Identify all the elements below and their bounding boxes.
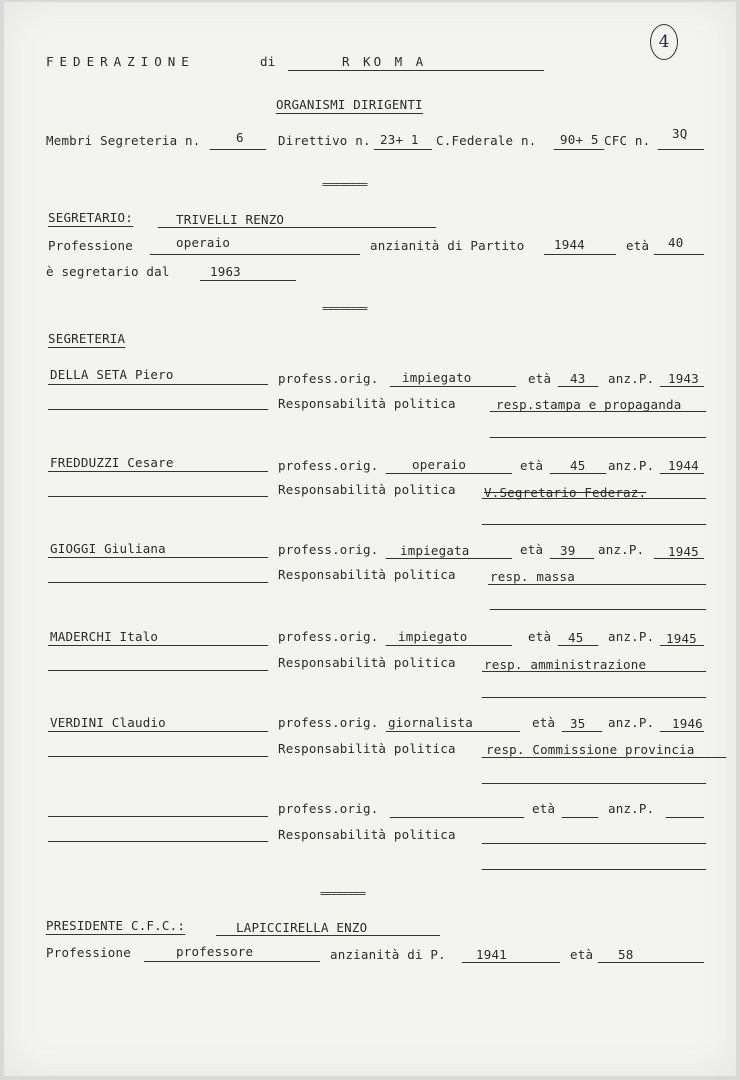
member-prof-label: profess.orig. (278, 458, 379, 473)
member-prof-label: profess.orig. (278, 542, 379, 557)
member-prof: operaio (412, 457, 467, 472)
member-blank-line (48, 409, 268, 410)
membri-value: 6 (236, 130, 244, 145)
member-name: DELLA SETA Piero (50, 367, 174, 382)
member-eta-line (550, 558, 594, 559)
member-eta-line (558, 645, 598, 646)
member-anz-line (660, 731, 704, 732)
member-resp-line-2 (490, 437, 706, 438)
member-prof-line (390, 386, 516, 387)
member-eta: 35 (570, 716, 586, 731)
member-name-line (48, 731, 268, 732)
member-prof-label: profess.orig. (278, 371, 379, 386)
direttivo-value: 23+ 1 (380, 132, 419, 147)
presidente-label: PRESIDENTE C.F.C.: (46, 918, 186, 933)
di-label: di (260, 54, 276, 69)
member-anz: 1945 (666, 631, 697, 646)
direttivo-label: Direttivo n. (278, 133, 371, 148)
presidente-eta-value: 58 (618, 947, 634, 962)
member-eta-label: età (528, 629, 552, 644)
member-resp-line (488, 584, 706, 585)
member-name: VERDINI Claudio (50, 715, 166, 730)
member-resp: resp. amministrazione (484, 657, 647, 672)
member-resp-line-2 (482, 524, 706, 525)
member-name-line (48, 645, 268, 646)
member-anz-label: anz.P. (598, 542, 645, 557)
member-eta-label: età (532, 715, 556, 730)
member-resp-label: Responsabilità politica (278, 482, 456, 497)
member-prof-line (386, 645, 512, 646)
member-prof-label: profess.orig. (278, 629, 379, 644)
member-resp-line (482, 757, 726, 758)
blank-anz-line (666, 817, 704, 818)
member-prof: impiegato (402, 370, 472, 385)
member-prof-line (386, 473, 512, 474)
dal-label: è segretario dal (46, 264, 170, 279)
separator-1: ======== (322, 178, 367, 191)
eta-label: età (626, 238, 650, 253)
federazione-label: FEDERAZIONE (46, 54, 195, 69)
segretario-name: TRIVELLI RENZO (176, 212, 285, 227)
blank-eta-label: età (532, 801, 556, 816)
blank-prof-label: profess.orig. (278, 801, 379, 816)
member-eta-line (550, 473, 606, 474)
presidente-professione-label: Professione (46, 945, 131, 960)
member-name-line (48, 471, 268, 472)
cfc-label: CFC n. (604, 133, 651, 148)
member-resp-line-2 (482, 697, 706, 698)
member-eta-line (562, 731, 602, 732)
city-line (288, 70, 544, 71)
dal-value: 1963 (210, 264, 241, 279)
member-name: FREDDUZZI Cesare (50, 455, 174, 470)
member-prof-label: profess.orig. (278, 715, 379, 730)
professione-line (150, 254, 360, 255)
member-eta: 45 (568, 630, 584, 645)
presidente-eta-line (598, 962, 704, 963)
eta-line (654, 254, 704, 255)
member-eta-label: età (528, 371, 552, 386)
member-anz: 1945 (668, 544, 699, 559)
separator-2: ======== (322, 302, 367, 315)
direttivo-line (374, 149, 432, 150)
professione-value: operaio (176, 235, 231, 250)
cfc-line (658, 149, 704, 150)
member-anz: 1943 (668, 371, 699, 386)
member-prof-line (386, 731, 520, 732)
member-anz-label: anz.P. (608, 458, 655, 473)
member-resp-label: Responsabilità politica (278, 655, 456, 670)
anzianita-line (544, 254, 616, 255)
organismi-title: ORGANISMI DIRIGENTI (276, 97, 423, 112)
presidente-anzianita-value: 1941 (476, 947, 507, 962)
member-name: GIOGGI Giuliana (50, 541, 166, 556)
professione-label: Professione (48, 238, 133, 253)
cfc-value: 3Q (672, 126, 688, 141)
member-anz-label: anz.P. (608, 715, 655, 730)
member-prof: impiegato (398, 629, 468, 644)
cfederale-label: C.Federale n. (436, 133, 537, 148)
presidente-professione-value: professore (176, 944, 254, 959)
member-resp: V.Segretario Federaz. (484, 485, 647, 500)
member-eta: 45 (570, 458, 586, 473)
dal-line (200, 280, 296, 281)
blank-eta-line (562, 817, 598, 818)
separator-3: ======== (320, 887, 365, 900)
blank-resp-label: Responsabilità politica (278, 827, 456, 842)
member-resp: resp. Commissione provincia (486, 742, 695, 757)
member-anz-line (660, 473, 704, 474)
member-anz: 1946 (672, 716, 703, 731)
segretario-name-line (158, 227, 436, 228)
member-eta-label: età (520, 542, 544, 557)
member-resp-label: Responsabilità politica (278, 396, 456, 411)
presidente-anzianita-label: anzianità di P. (330, 947, 446, 962)
member-eta: 43 (570, 371, 586, 386)
presidente-professione-line (144, 961, 320, 962)
member-resp-label: Responsabilità politica (278, 567, 456, 582)
cfederale-line (554, 149, 604, 150)
document-page (4, 2, 736, 1076)
member-eta-line (558, 386, 598, 387)
member-blank-line (48, 582, 268, 583)
membri-line (210, 149, 266, 150)
anzianita-label: anzianità di Partito (370, 238, 525, 253)
member-prof-line (386, 558, 512, 559)
member-prof: giornalista (388, 715, 473, 730)
member-resp: resp. massa (490, 569, 575, 584)
member-resp-line-2 (490, 609, 706, 610)
member-eta: 39 (560, 543, 576, 558)
member-blank-line (48, 670, 268, 671)
page-number-circled: 4 (650, 24, 678, 60)
member-anz-line (660, 386, 704, 387)
member-resp-label: Responsabilità politica (278, 741, 456, 756)
member-resp-line-2 (482, 783, 706, 784)
member-blank-line (48, 496, 268, 497)
blank-name-line (48, 816, 268, 817)
segretario-label: SEGRETARIO: (48, 210, 133, 225)
blank-anz-label: anz.P. (608, 801, 655, 816)
membri-label: Membri Segreteria n. (46, 133, 201, 148)
presidente-name-line (216, 935, 440, 936)
presidente-eta-label: età (570, 947, 594, 962)
segreteria-title: SEGRETERIA (48, 331, 126, 346)
member-name: MADERCHI Italo (50, 629, 159, 644)
member-eta-label: età (520, 458, 544, 473)
blank-resp-line-2 (482, 869, 706, 870)
blank-prof-line (390, 817, 524, 818)
presidente-anzianita-line (462, 962, 560, 963)
eta-value: 40 (668, 235, 684, 250)
member-blank-line (48, 756, 268, 757)
member-name-line (48, 384, 268, 385)
member-anz-label: anz.P. (608, 629, 655, 644)
member-resp: resp.stampa e propaganda (496, 397, 682, 412)
cfederale-value: 90+ 5 (560, 132, 599, 147)
blank-line-2 (48, 841, 268, 842)
city-value: R KO M A (342, 54, 427, 69)
presidente-name: LAPICCIRELLA ENZO (236, 920, 368, 935)
anzianita-value: 1944 (554, 237, 585, 252)
member-anz-label: anz.P. (608, 371, 655, 386)
member-anz: 1944 (668, 458, 699, 473)
member-name-line (48, 557, 268, 558)
member-prof: impiegata (400, 543, 470, 558)
blank-resp-line (482, 843, 706, 844)
